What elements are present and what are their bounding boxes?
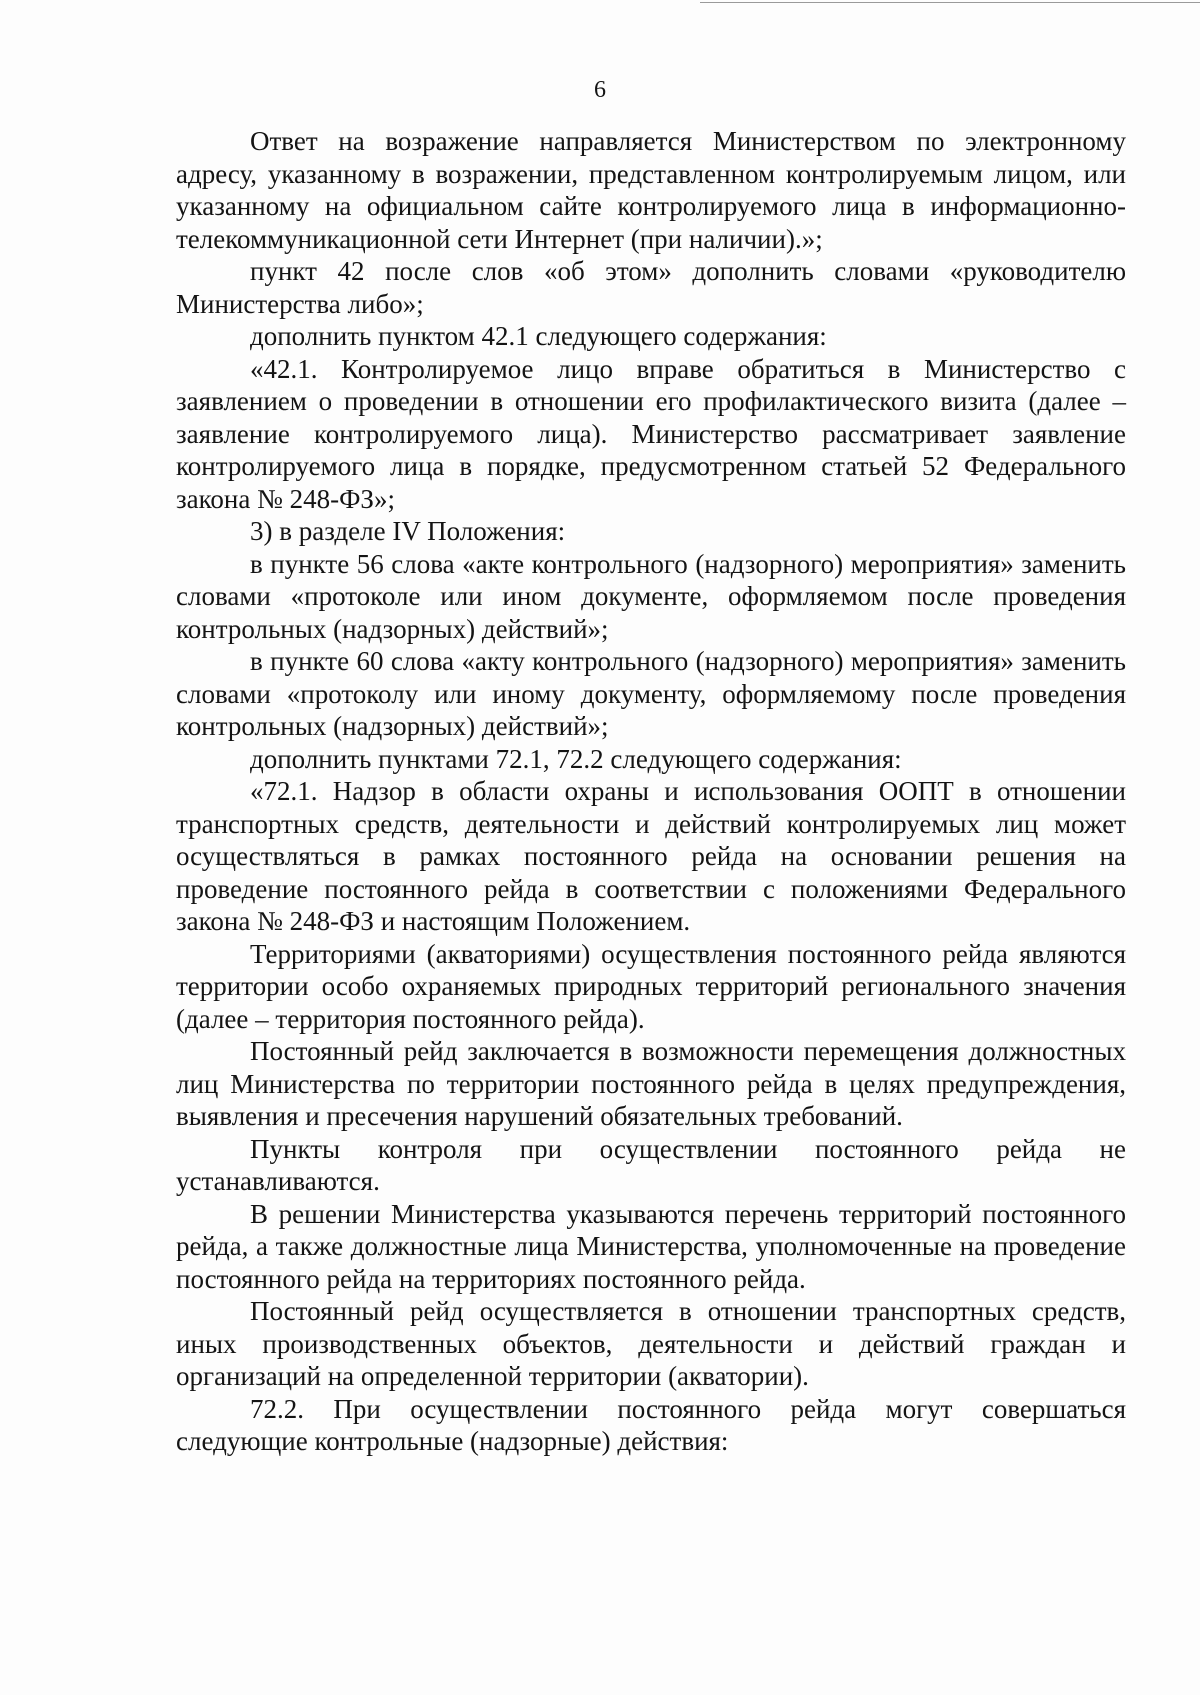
paragraph-clause-72-1: «72.1. Надзор в области охраны и использования ООПТ в отношении транспортных средств, деятельности и действий контролируемых лиц может осуществляться в рамках постоянного рейда на основании решения на проведение постоянного рейда в соответствии с положениями Федерального закона № 248-ФЗ и настоящим Положением.	[176, 776, 1126, 936]
paragraph-ministry-decision: В решении Министерства указываются перечень территорий постоянного рейда, а также должностные лица Министерства, уполномоченные на проведение постоянного рейда на территориях постоянного рейда.	[176, 1198, 1126, 1294]
paragraph-section-iv: 3) в разделе IV Положения:	[250, 516, 566, 546]
paragraph-clause-42-1: «42.1. Контролируемое лицо вправе обратиться в Министерство с заявлением о проведении в отношении его профилактического визита (далее – заявление контролируемого лица). Министерство рассматривает заявление контролируемого лица в порядке, предусмотренном статьей 52 Федерального закона № 248-ФЗ»;	[176, 353, 1126, 514]
paragraph-clause-56: в пункте 56 слова «акте контрольного (надзорного) мероприятия» заменить словами «протоколе или ином документе, оформляемом после проведения контрольных (надзорных) действий»;	[176, 548, 1126, 644]
document-body	[176, 125, 1126, 1458]
paragraph-clause-60: в пункте 60 слова «акту контрольного (надзорного) мероприятия» заменить словами «протоколу или иному документу, оформляемому после проведения контрольных (надзорных) действий»;	[176, 646, 1126, 741]
paragraph-raid-territories: Территориями (акваториями) осуществления постоянного рейда являются территории особо охраняемых природных территорий регионального значения (далее – территория постоянного рейда).	[176, 938, 1126, 1034]
paragraph-control-points: Пункты контроля при осуществлении постоянного рейда не устанавливаются.	[176, 1133, 1126, 1196]
paragraph-add-42-1-intro: дополнить пунктом 42.1 следующего содержания:	[250, 321, 827, 351]
paragraph-clause-42: пункт 42 после слов «об этом» дополнить словами «руководителю Министерства либо»;	[176, 256, 1126, 319]
paragraph-raid-essence: Постоянный рейд заключается в возможности перемещения должностных лиц Министерства по территории постоянного рейда в целях предупреждения, выявления и пресечения нарушений обязательных требований.	[176, 1036, 1126, 1131]
paragraph-add-72-intro: дополнить пунктами 72.1, 72.2 следующего содержания:	[250, 743, 902, 774]
paragraph-response-objection: Ответ на возражение направляется Министерством по электронному адресу, указанному в возражении, представленном контролируемым лицом, или указанному на официальном сайте контролируемого лица в информационно-телекоммуникационной сети Интернет (при наличии).»;	[176, 126, 1126, 254]
scan-edge-line	[700, 2, 1200, 3]
page-number: 6	[594, 77, 606, 103]
paragraph-raid-objects: Постоянный рейд осуществляется в отношении транспортных средств, иных производственных объектов, деятельности и действий граждан и организаций на определенной территории (акватории).	[176, 1296, 1126, 1391]
paragraph-clause-72-2: 72.2. При осуществлении постоянного рейда могут совершаться следующие контрольные (надзорные) действия:	[176, 1393, 1126, 1456]
